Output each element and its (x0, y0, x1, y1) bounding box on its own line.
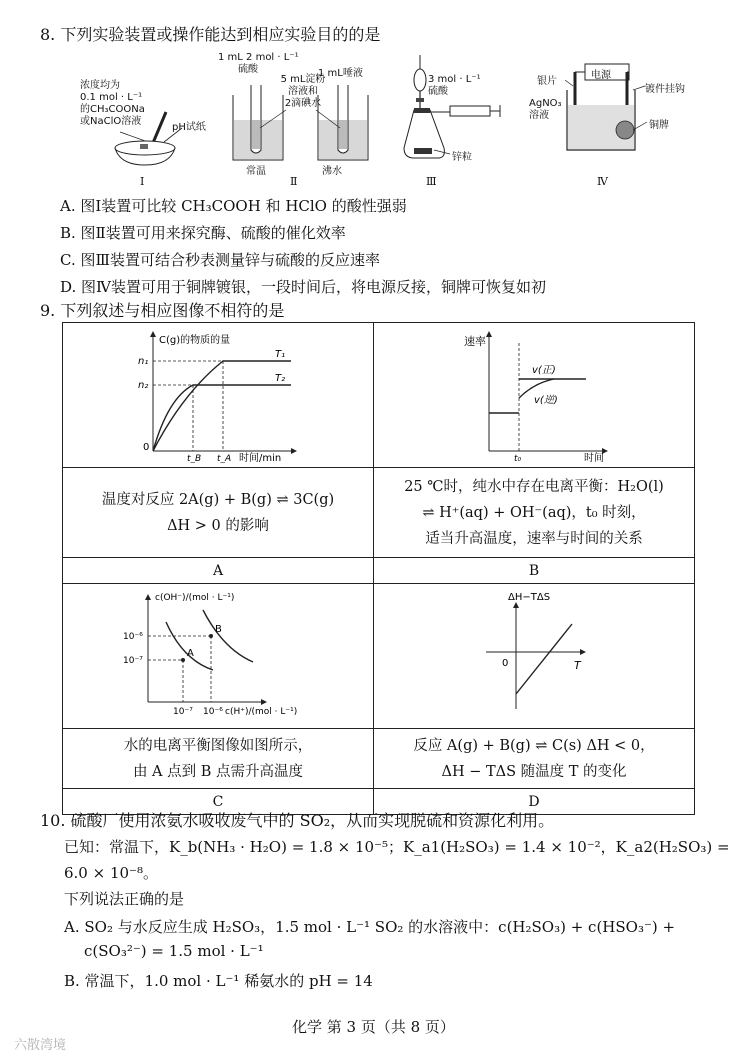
fig1-ph-paper-label: pH试纸 (172, 122, 206, 133)
fig4-solution-label: AgNO₃ 溶液 (529, 98, 562, 121)
q9-graph-d-cell (374, 584, 695, 729)
graph-a-n2: n₂ (138, 380, 149, 391)
graph-c-ytick1: 10⁻⁶ (123, 632, 143, 642)
fig2-boiling-label: 沸水 (322, 166, 342, 177)
fig1-drawing (80, 50, 210, 190)
q9-graph-a (63, 323, 373, 463)
graph-c-xtick1: 10⁻⁷ (173, 707, 193, 717)
q9-graph-c (63, 584, 373, 724)
q10-known-line2: 6.0 × 10⁻⁸。 (64, 864, 158, 882)
graph-a-T1: T₁ (275, 349, 286, 360)
fig3-drawing (400, 50, 510, 190)
graph-a-tA: t_A (217, 454, 232, 463)
graph-b-vfwd: v(正) (532, 365, 556, 376)
fig2-saliva-label: 1 mL唾液 (318, 68, 363, 79)
q10-option-b: B. 常温下，1.0 mol · L⁻¹ 稀氨水的 pH = 14 (64, 972, 373, 990)
graph-d-xlabel: T (574, 659, 581, 672)
figure-2: 1 mL 2 mol · L⁻¹ 硫酸 5 mL淀粉 溶液和 2滴碘水 1 mL唾液 常温 沸水 Ⅱ (218, 50, 383, 190)
graph-b-t0: t₀ (514, 454, 522, 463)
fig1-label: Ⅰ (140, 175, 145, 188)
graph-b-ylabel: 速率 (464, 335, 486, 348)
graph-c-point-a: A (187, 648, 194, 659)
q9-stem: 9. 下列叙述与相应图像不相符的是 (40, 301, 285, 320)
graph-c-point-b: B (215, 624, 222, 635)
page-footer: 化学 第 3 页（共 8 页） (292, 1018, 455, 1036)
figure-1 (80, 50, 210, 190)
fig2-acid-label: 1 mL 2 mol · L⁻¹ (218, 52, 299, 63)
q9-label-b: B (374, 558, 695, 584)
q9-graph-c-cell (63, 584, 374, 729)
fig4-label: Ⅳ (597, 175, 608, 188)
graph-c-xtick2: 10⁻⁶ (203, 707, 223, 717)
fig4-silver-label: 银片 (537, 76, 557, 87)
fig2-drawing (218, 50, 383, 190)
graph-a-ylabel: C(g)的物质的量 (159, 335, 231, 346)
graph-c-ylabel: c(OH⁻)/(mol · L⁻¹) (155, 593, 235, 603)
graph-a-T2: T₂ (275, 373, 286, 384)
q9-label-c: C (63, 789, 374, 815)
q8-option-b: B. 图Ⅱ装置可用来探究酶、硫酸的催化效率 (60, 224, 346, 242)
graph-c-ytick2: 10⁻⁷ (123, 656, 143, 666)
q10-stem: 10. 硫酸厂使用浓氨水吸收废气中的 SO₂，从而实现脱硫和资源化利用。 (40, 811, 555, 830)
fig3-label: Ⅲ (426, 175, 437, 188)
q9-desc-d: 反应 A(g) + B(g) ⇌ C(s) ΔH < 0， ΔH − TΔS 随温度 T 的变化 (374, 729, 695, 789)
figure-3 (400, 50, 510, 190)
q9-label-a: A (63, 558, 374, 584)
q10-option-a-line1: A. SO₂ 与水反应生成 H₂SO₃，1.5 mol · L⁻¹ SO₂ 的水溶液中：c(H₂SO₃) + c(HSO₃⁻) + (64, 918, 676, 936)
fig2-label: Ⅱ (290, 175, 298, 188)
watermark: 六散湾境 (14, 1038, 67, 1053)
graph-c-xlabel: c(H⁺)/(mol · L⁻¹) (225, 707, 298, 717)
fig1-solution-label: 浓度均为 0.1 mol · L⁻¹ 的CH₃COONa 或NaClO溶液 (80, 80, 145, 127)
q9-desc-a: 温度对反应 2A(g) + B(g) ⇌ 3C(g) ΔH > 0 的影响 (63, 468, 374, 558)
q8-stem: 8. 下列实验装置或操作能达到相应实验目的的是 (40, 25, 381, 44)
q9-graph-d (374, 584, 694, 724)
q9-graph-a-cell (63, 323, 374, 468)
q9-desc-b: 25 ℃时，纯水中存在电离平衡：H₂O(l) ⇌ H⁺(aq) + OH⁻(aq)，t₀ 时刻， 适当升高温度，速率与时间的关系 (374, 468, 695, 558)
q8-option-a: A. 图Ⅰ装置可比较 CH₃COOH 和 HClO 的酸性强弱 (60, 197, 407, 215)
q9-label-d: D (374, 789, 695, 815)
q9-graph-b-cell (374, 323, 695, 468)
graph-b-xlabel: 时间 (584, 453, 604, 463)
q9-desc-c: 水的电离平衡图像如图所示， 由 A 点到 B 点需升高温度 (63, 729, 374, 789)
figure-4 (525, 50, 695, 190)
graph-d-ylabel: ΔH−TΔS (508, 592, 551, 603)
graph-b-vrev: v(逆) (534, 395, 558, 406)
q9-graph-b (374, 323, 694, 463)
graph-a-origin: 0 (143, 442, 150, 453)
graph-a-n1: n₁ (138, 356, 149, 367)
graph-a-xlabel: 时间/min (239, 453, 282, 463)
fig3-zinc-label: 锌粒 (452, 152, 472, 163)
q10-option-a-line2: c(SO₃²⁻) = 1.5 mol · L⁻¹ (84, 942, 264, 960)
q10-prompt: 下列说法正确的是 (64, 890, 185, 908)
fig2-room-temp-label: 常温 (246, 166, 266, 177)
q10-known-line1: 已知：常温下，K_b(NH₃ · H₂O) = 1.8 × 10⁻⁵；K_a1(H₂SO₃) = 1.4 × 10⁻²，K_a2(H₂SO₃) = (64, 838, 730, 856)
q9-table (62, 322, 695, 815)
q8-option-c: C. 图Ⅲ装置可结合秒表测量锌与硫酸的反应速率 (60, 251, 380, 269)
fig3-acid-label: 3 mol · L⁻¹ 硫酸 (428, 74, 481, 97)
graph-d-origin: 0 (502, 658, 509, 669)
graph-a-tB: t_B (187, 454, 202, 463)
fig4-power-label: 电源 (591, 70, 611, 81)
fig4-plate-label: 铜牌 (649, 120, 669, 131)
fig2-starch-label: 5 mL淀粉 溶液和 2滴碘水 (280, 74, 326, 109)
fig4-hook-label: 镀件挂钩 (645, 84, 685, 95)
q8-option-d: D. 图Ⅳ装置可用于铜牌镀银，一段时间后，将电源反接，铜牌可恢复如初 (60, 278, 547, 296)
